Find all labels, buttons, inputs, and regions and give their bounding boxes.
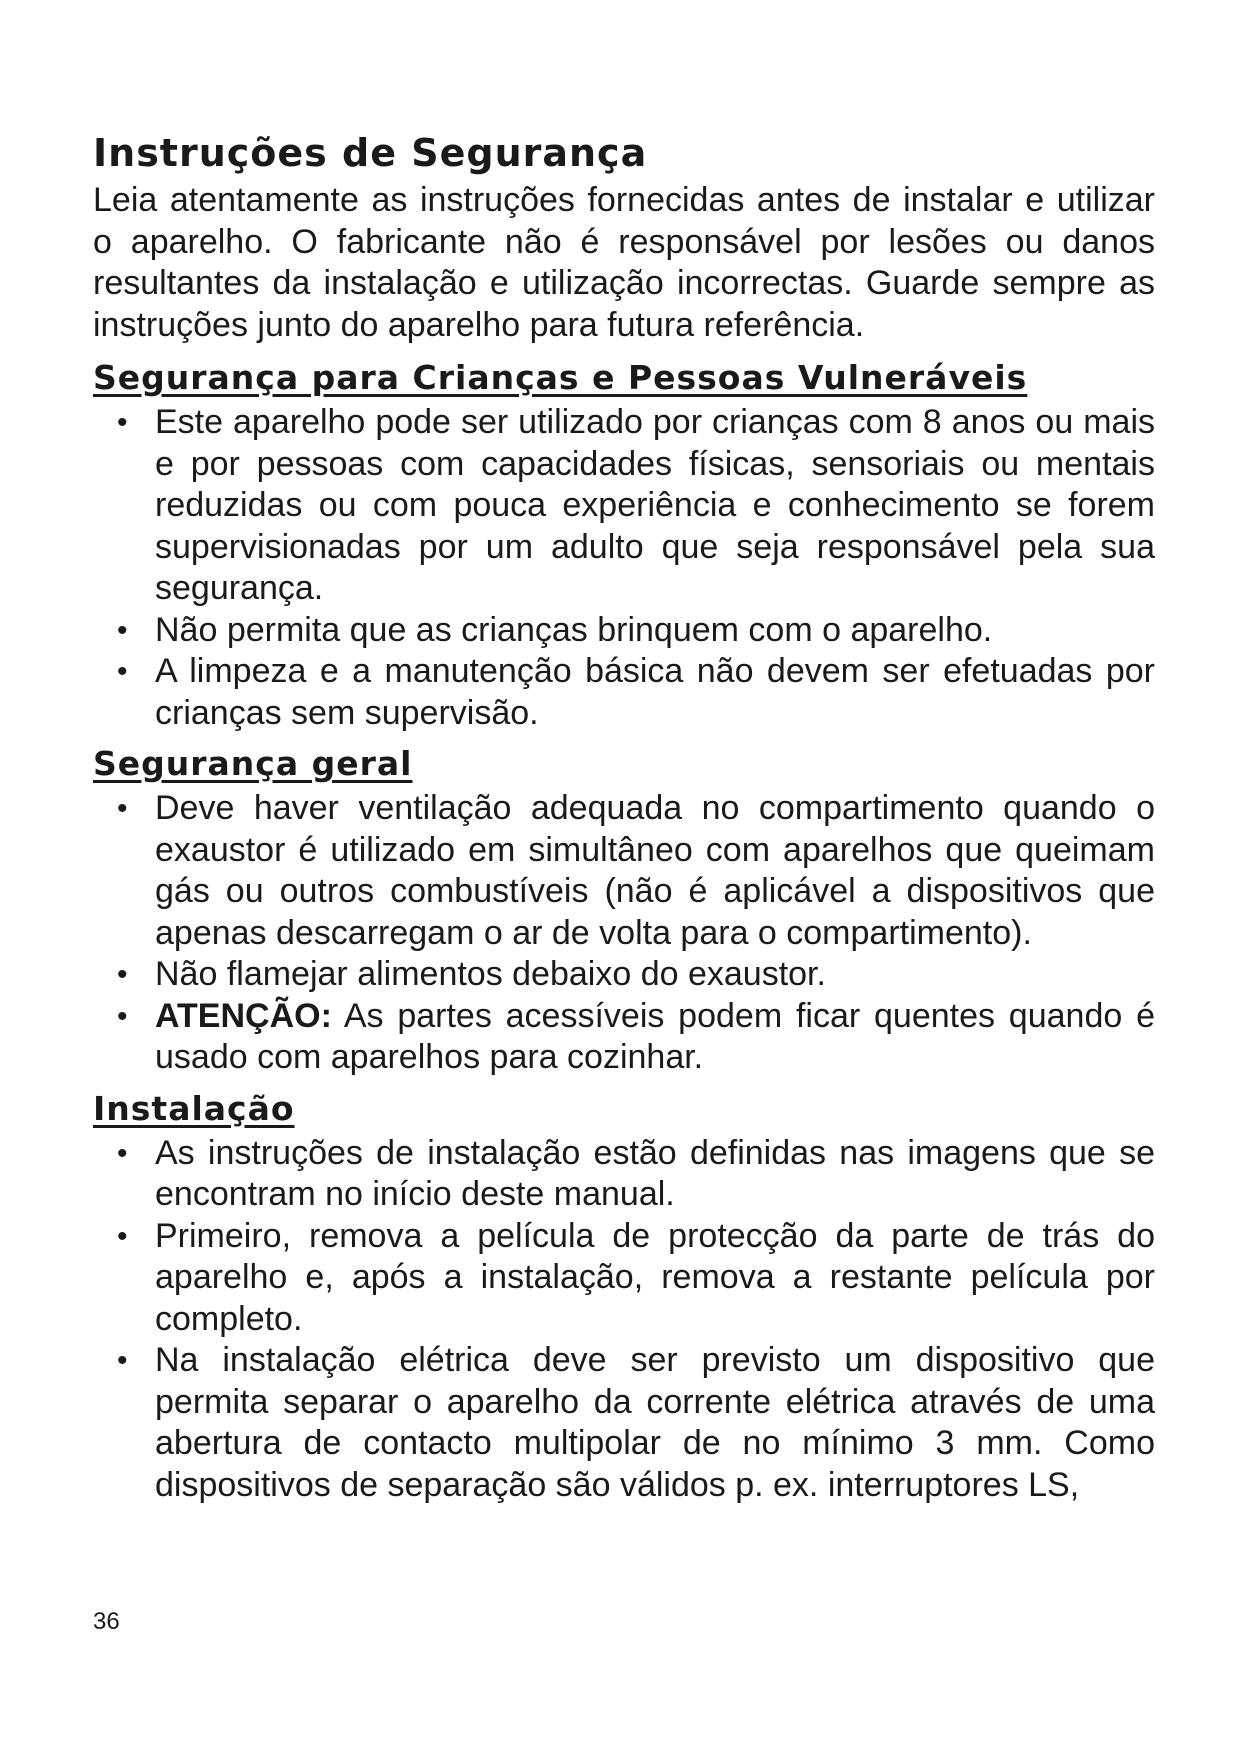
intro-paragraph: Leia atentamente as instruções fornecidas antes de instalar e utilizar o aparelho. O fabricante não é responsável por lesões ou danos resultantes da instalação e utilização incorrectas. Guarde sempre as instruções junto do aparelho para futura referência.	[93, 181, 1155, 344]
section-heading-general: Segurança geral	[93, 744, 413, 783]
list-children-safety	[93, 402, 1173, 734]
list-item: • As instruções de instalação estão definidas nas imagens que se encontram no início deste manual.	[117, 1133, 1155, 1213]
list-item: • Não permita que as crianças brinquem com o aparelho.	[93, 610, 1155, 652]
list-item: • Primeiro, remova a película de protecção da parte de trás do aparelho e, após a instalação, remova a restante película por completo.	[117, 1216, 1155, 1338]
bullet-icon: •	[117, 1136, 128, 1170]
list-item: • Não flamejar alimentos debaixo do exaustor.	[93, 954, 1155, 996]
page-number: 36	[93, 1608, 120, 1635]
bullet-icon: •	[117, 958, 128, 991]
bullet-icon: •	[117, 406, 128, 439]
section-heading-children: Segurança para Crianças e Pessoas Vulneráveis	[93, 358, 1028, 397]
bullet-icon: •	[117, 655, 128, 688]
bullet-icon: •	[117, 1219, 128, 1253]
bullet-icon: •	[117, 792, 128, 825]
list-general-safety	[93, 788, 1173, 1079]
document-page	[93, 128, 1173, 1512]
bullet-icon: •	[117, 999, 128, 1033]
list-item: • Na instalação elétrica deve ser previsto um dispositivo que permita separar o aparelho da corrente elétrica através de uma abertura de contacto multipolar de no mínimo 3 mm. Como dispositivos de separação são válidos p. ex. interruptores LS,	[117, 1341, 1155, 1504]
list-item: • Deve haver ventilação adequada no compartimento quando o exaustor é utilizado em simultâneo com aparelhos que queimam gás ou outros combustíveis (não é aplicável a dispositivos que apenas descarregam o ar de volta para o compartimento).	[117, 789, 1155, 952]
page-title: Instruções de Segurança	[93, 131, 648, 175]
list-item: • A limpeza e a manutenção básica não devem ser efetuadas por crianças sem supervisão.	[117, 652, 1155, 732]
section-heading-installation: Instalação	[93, 1088, 295, 1128]
bullet-icon: •	[117, 1344, 128, 1377]
list-item: • ATENÇÃO: As partes acessíveis podem ficar quentes quando é usado com aparelhos para cozinhar.	[117, 996, 1155, 1076]
warning-label: ATENÇÃO:	[155, 996, 332, 1035]
list-item: • Este aparelho pode ser utilizado por crianças com 8 anos ou mais e por pessoas com capacidades físicas, sensoriais ou mentais reduzidas ou com pouca experiência e conhecimento se forem supervisionadas por um adulto que seja responsável pela sua segurança.	[117, 403, 1155, 607]
bullet-icon: •	[117, 613, 128, 647]
list-installation	[93, 1133, 1173, 1507]
